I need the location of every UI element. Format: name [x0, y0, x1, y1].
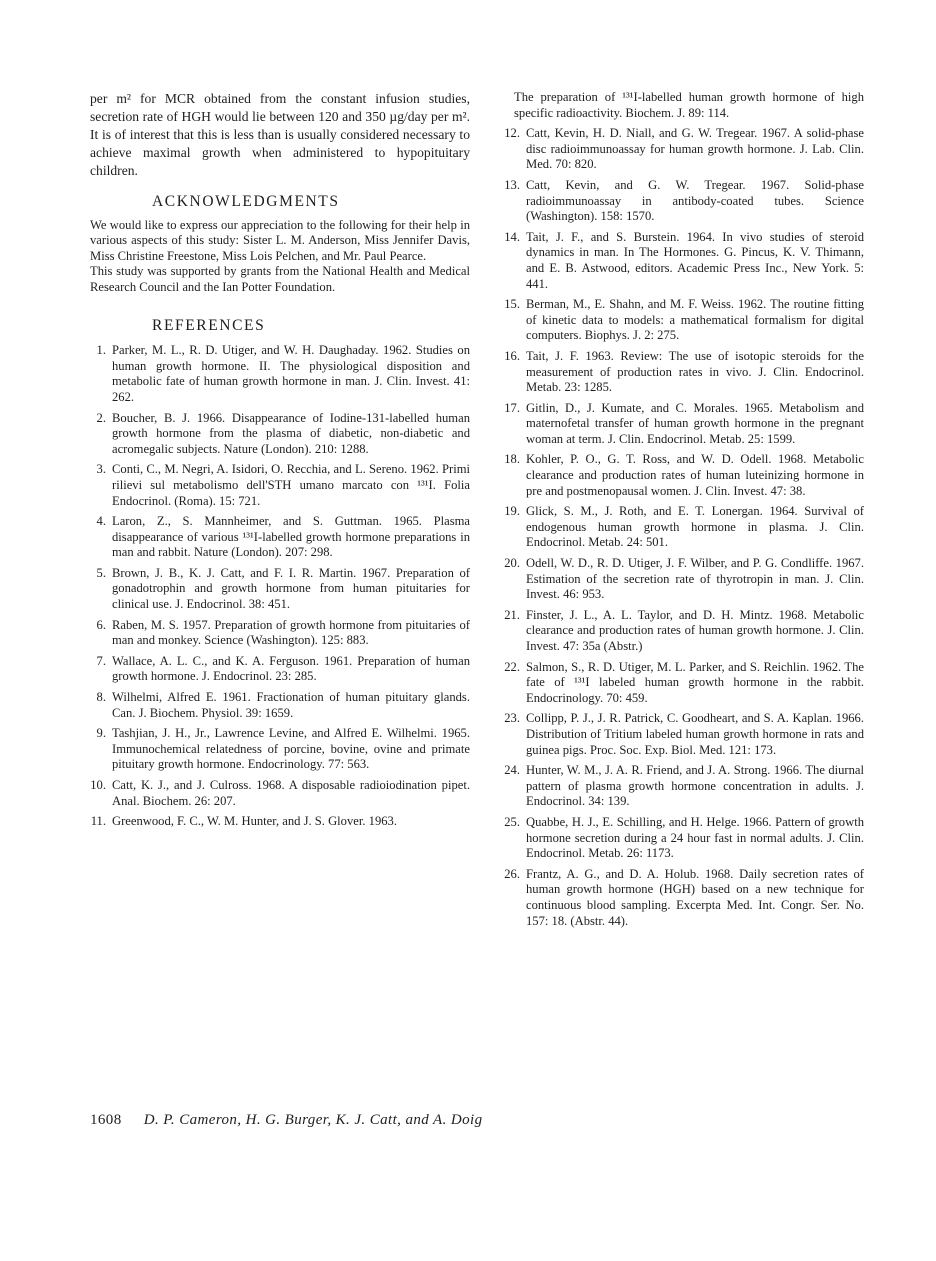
- reference-item: 13. Catt, Kevin, and G. W. Tregear. 1967. Solid-phase radioimmunoassay in antibody-coated tubes. Science (Washington). 158: 1570.: [504, 177, 864, 224]
- reference-item: 18. Kohler, P. O., G. T. Ross, and W. D. Odell. 1968. Metabolic clearance and production rates of human luteinizing hormone in pre and postmenopausal women. J. Clin. Invest. 47: 38.: [504, 452, 864, 498]
- reference-item: 26. Frantz, A. G., and D. A. Holub. 1968. Daily secretion rates of human growth hormone (HGH) based on a new technique for continuous blood sampling. Excerpta Med. Int. Congr. Ser. No. 157: 18. (Abstr. 44).: [504, 866, 864, 928]
- reference-item: 17. Gitlin, D., J. Kumate, and C. Morales. 1965. Metabolism and maternofetal transfer of human growth hormone in the pregnant woman at term. J. Clin. Endocrinol. Metab. 25: 1599.: [504, 400, 864, 446]
- reference-item: 20. Odell, W. D., R. D. Utiger, J. F. Wilber, and P. G. Condliffe. 1967. Estimation of the secretion rate of thyrotropin in man. J. Clin. Invest. 46: 953.: [504, 556, 864, 602]
- reference-continuation: The preparation of ¹³¹I-labelled human growth hormone of high specific radioactivity. Biochem. J. 89: 114.: [514, 90, 864, 120]
- acknowledgments-paragraph-2: This study was supported by grants from the National Health and Medical Research Council and the Ian Potter Foundation.: [90, 264, 470, 294]
- intro-paragraph: per m² for MCR obtained from the constant infusion studies, secretion rate of HGH would lie between 120 and 350 µg/day per m². It is of interest that this is less than is usually considered necessary to achieve maximal growth when administered to hypopituitary children.: [90, 91, 470, 178]
- right-column: [504, 90, 864, 934]
- reference-item: 12. Catt, Kevin, H. D. Niall, and G. W. Tregear. 1967. A solid-phase disc radioimmunoassay for human growth hormone. J. Lab. Clin. Med. 70: 820.: [504, 126, 864, 172]
- reference-item: 4. Laron, Z., S. Mannheimer, and S. Guttman. 1965. Plasma disappearance of various ¹³¹I-labelled growth hormone preparations in man and rabbit. Nature (London). 207: 298.: [96, 514, 470, 560]
- reference-item: 1. Parker, M. L., R. D. Utiger, and W. H. Daughaday. 1962. Studies on human growth hormone. II. The physiological disposition and metabolic fate of human growth hormone in man. J. Clin. Invest. 41: 262.: [96, 343, 470, 404]
- reference-item: 3. Conti, C., M. Negri, A. Isidori, O. Recchia, and L. Sereno. 1962. Primi rilievi sul metabolismo dell'STH umano marcato con ¹³¹I. Folia Endocrinol. (Roma). 15: 721.: [96, 462, 470, 508]
- acknowledgments-heading: ACKNOWLEDGMENTS: [152, 193, 340, 210]
- reference-item: 24. Hunter, W. M., J. A. R. Friend, and J. A. Strong. 1966. The diurnal pattern of plasma growth hormone concentration in adults. J. Endocrinol. 34: 139.: [504, 763, 864, 809]
- reference-item: 21. Finster, J. L., A. L. Taylor, and D. H. Mintz. 1968. Metabolic clearance and production rates of human growth hormone. J. Clin. Invest. 47: 35a (Abstr.): [504, 607, 864, 653]
- references-list-left: [90, 343, 470, 830]
- reference-item: 10. Catt, K. J., and J. Culross. 1968. A disposable radioiodination pipet. Anal. Biochem. 26: 207.: [90, 778, 470, 808]
- reference-item: 14. Tait, J. F., and S. Burstein. 1964. In vivo studies of steroid dynamics in man. In The Hormones. G. Pincus, K. V. Thimann, and E. B. Astwood, editors. Academic Press Inc., New York. 5: 441.: [504, 229, 864, 291]
- reference-item: 19. Glick, S. M., J. Roth, and E. T. Lonergan. 1964. Survival of endogenous human growth hormone in plasma. J. Clin. Endocrinol. Metab. 24: 501.: [504, 504, 864, 550]
- reference-item: 2. Boucher, B. J. 1966. Disappearance of Iodine-131-labelled human growth hormone from the plasma of diabetic, non-diabetic and acromegalic subjects. Nature (London). 210: 1288.: [96, 410, 470, 456]
- reference-item: 23. Collipp, P. J., J. R. Patrick, C. Goodheart, and S. A. Kaplan. 1966. Distribution of Tritium labeled human growth hormone in rats and guinea pigs. Proc. Soc. Exp. Biol. Med. 121: 173.: [504, 711, 864, 757]
- page-number: 1608: [90, 1112, 122, 1128]
- acknowledgments-section: [90, 218, 470, 296]
- left-column: [90, 90, 470, 835]
- reference-item: 16. Tait, J. F. 1963. Review: The use of isotopic steroids for the measurement of production rates in vivo. J. Clin. Endocrinol. Metab. 23: 1285.: [504, 348, 864, 395]
- reference-item: 11. Greenwood, F. C., W. M. Hunter, and J. S. Glover. 1963.: [90, 814, 397, 829]
- running-authors: D. P. Cameron, H. G. Burger, K. J. Catt, and A. Doig: [143, 1112, 483, 1128]
- reference-item: 9. Tashjian, J. H., Jr., Lawrence Levine, and Alfred E. Wilhelmi. 1965. Immunochemical relatedness of porcine, bovine, ovine and primate pituitary growth hormone. Endocrinology. 77: 563.: [96, 726, 470, 772]
- acknowledgments-paragraph-1: We would like to express our appreciation to the following for their help in various aspects of this study: Sister L. M. Anderson, Miss Jennifer Davis, Miss Christine Freestone, Miss Lois Pelchen, and Mr. Paul Pearce.: [90, 217, 470, 263]
- reference-item: 7. Wallace, A. L. C., and K. A. Ferguson. 1961. Preparation of human growth hormone. J. Endocrinol. 23: 285.: [96, 653, 470, 684]
- reference-item: 22. Salmon, S., R. D. Utiger, M. L. Parker, and S. Reichlin. 1962. The fate of ¹³¹I labeled human growth hormone in the rabbit. Endocrinology. 70: 459.: [504, 659, 864, 705]
- page-footer: [90, 1112, 483, 1129]
- reference-item: 6. Raben, M. S. 1957. Preparation of growth hormone from pituitaries of man and monkey. Science (Washington). 125: 883.: [96, 617, 470, 648]
- reference-item: 5. Brown, J. B., K. J. Catt, and F. I. R. Martin. 1967. Preparation of gonadotrophin and growth hormone from human pituitaries for clinical use. J. Endocrinol. 38: 451.: [96, 565, 470, 612]
- reference-item: 25. Quabbe, H. J., E. Schilling, and H. Helge. 1966. Pattern of growth hormone secretion during a 24 hour fast in normal adults. J. Clin. Endocrinol. Metab. 26: 1173.: [504, 814, 864, 861]
- references-list-right: [504, 126, 864, 929]
- references-heading: REFERENCES: [152, 316, 266, 334]
- reference-item: 15. Berman, M., E. Shahn, and M. F. Weiss. 1962. The routine fitting of kinetic data to models: a mathematical formalism for digital computers. Biophys. J. 2: 275.: [504, 297, 864, 343]
- reference-item: 8. Wilhelmi, Alfred E. 1961. Fractionation of human pituitary glands. Can. J. Biochem. Physiol. 39: 1659.: [96, 690, 470, 720]
